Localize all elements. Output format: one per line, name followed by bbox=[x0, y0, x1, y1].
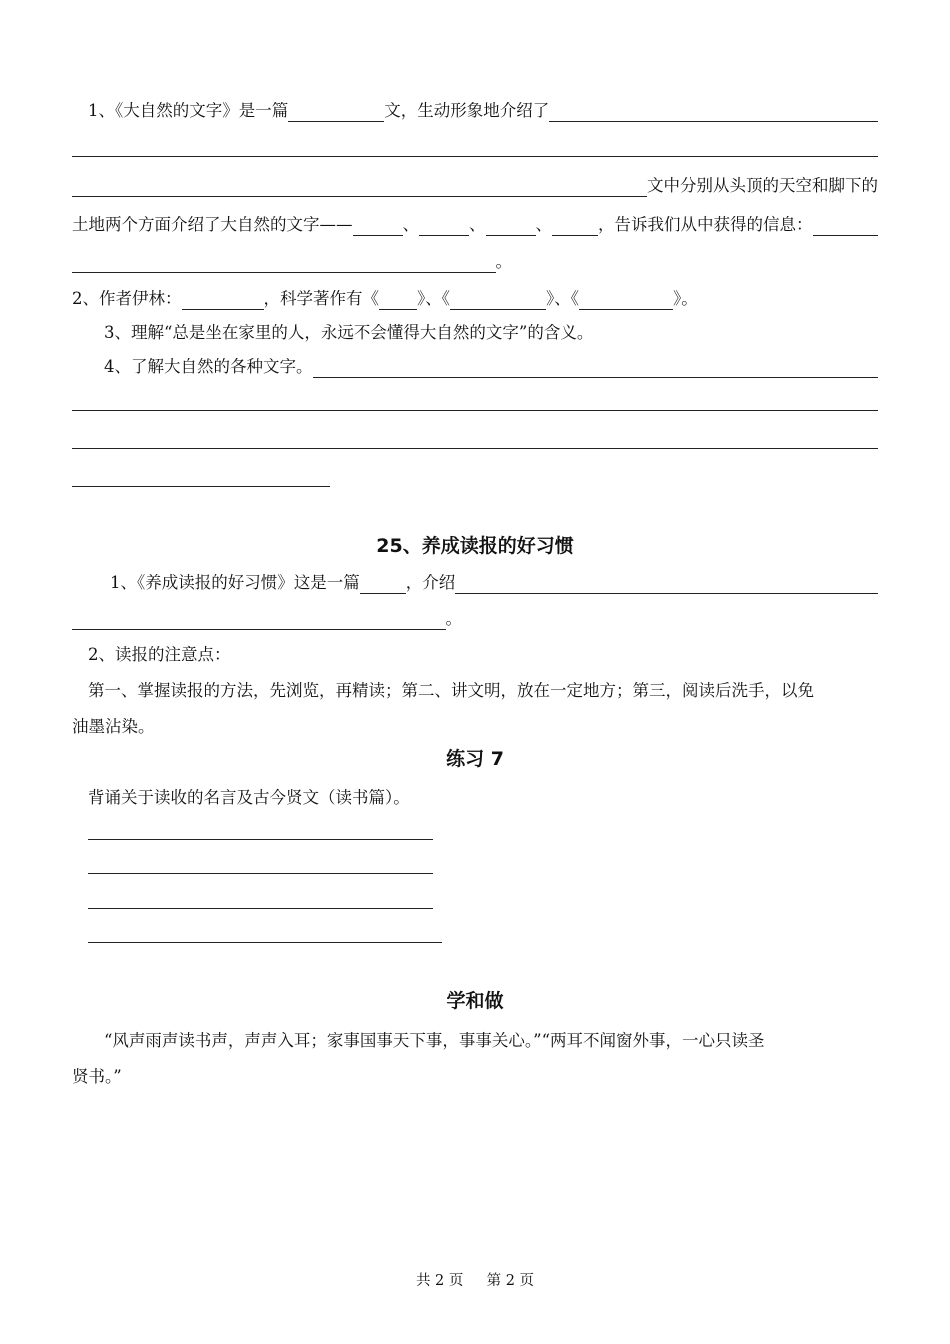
practice-instruction: 背诵关于读收的名言及古今贤文（读书篇）。 bbox=[88, 788, 410, 807]
s25-q2-body-line1: 第一、掌握读报的方法，先浏览，再精读；第二、讲文明，放在一定地方；第三，阅读后洗手，以免 bbox=[88, 681, 814, 700]
s24-q2-close2: 》、《 bbox=[546, 289, 579, 308]
s24-q4-blank-c[interactable] bbox=[72, 448, 878, 449]
s24-q2-blank-author[interactable] bbox=[182, 292, 264, 310]
s24-q1-blank-word4[interactable] bbox=[552, 218, 598, 236]
s24-q1-blank-word2[interactable] bbox=[419, 218, 469, 236]
s25-q1-line2 bbox=[72, 608, 462, 630]
practice-blank-3[interactable] bbox=[88, 908, 433, 909]
s24-q2-close1: 》、《 bbox=[417, 289, 450, 308]
s24-q2-mid: ，科学著作有《 bbox=[263, 289, 379, 308]
page-footer bbox=[0, 1269, 950, 1290]
practice-blank-1[interactable] bbox=[88, 839, 433, 840]
footer-total-pages: 共 2 页 bbox=[415, 1273, 464, 1289]
s24-q4-blank-d[interactable] bbox=[72, 486, 330, 487]
s24-q1-blank-intro-b[interactable] bbox=[72, 156, 878, 157]
s24-q4-line bbox=[104, 356, 878, 378]
s24-q1-blank-word3[interactable] bbox=[486, 218, 536, 236]
s24-q1-line4-text: 土地两个方面介绍了大自然的文字—— bbox=[72, 215, 353, 234]
practice-blank-2[interactable] bbox=[88, 873, 433, 874]
s24-q2-blank-book1[interactable] bbox=[379, 292, 417, 310]
s24-q1-prefix: 1、《大自然的文字》是一篇 bbox=[88, 101, 289, 120]
s24-q1-line3 bbox=[72, 175, 878, 197]
practice-title: 练习 7 bbox=[446, 748, 504, 770]
s24-q4-blank-a[interactable] bbox=[313, 360, 879, 378]
s24-q2-line bbox=[72, 288, 878, 310]
s25-q2-body-line2: 油墨沾染。 bbox=[72, 717, 155, 736]
s24-q4-text: 4、了解大自然的各种文字。 bbox=[104, 357, 313, 376]
s25-q1-mid: ，介绍 bbox=[405, 573, 456, 592]
s24-q1-line4-tail: ，告诉我们从中获得的信息： bbox=[598, 215, 813, 234]
learn-line1: “风声雨声读书声，声声入耳；家事国事天下事，事事关心。”“两耳不闻窗外事，一心只读圣 bbox=[104, 1031, 765, 1050]
s24-q1-blank-intro-a[interactable] bbox=[549, 104, 878, 122]
s24-q1-blank-intro-c[interactable] bbox=[72, 179, 647, 197]
s24-q2-blank-book2[interactable] bbox=[450, 292, 546, 310]
s24-q1-end: 。 bbox=[495, 252, 512, 271]
s24-q2-close3: 》。 bbox=[673, 289, 698, 308]
footer-current-page: 第 2 页 bbox=[486, 1273, 535, 1289]
s24-q2-prefix: 2、作者伊林： bbox=[72, 289, 182, 308]
learn-line2: 贤书。” bbox=[72, 1067, 122, 1086]
s25-q2: 2、读报的注意点： bbox=[88, 645, 231, 664]
s24-q1-line5 bbox=[72, 251, 512, 273]
s24-q1-blank-info-b[interactable] bbox=[72, 255, 496, 273]
learn-title: 学和做 bbox=[446, 990, 504, 1012]
s24-q1-line3-text: 文中分别从头顶的天空和脚下的 bbox=[647, 176, 878, 195]
s25-q1-end: 。 bbox=[445, 609, 462, 628]
s24-q3: 3、理解“总是坐在家里的人，永远不会懂得大自然的文字”的含义。 bbox=[104, 323, 594, 342]
s24-q1-blank-word1[interactable] bbox=[353, 218, 403, 236]
s24-q4-blank-b[interactable] bbox=[72, 410, 878, 411]
practice-blank-4[interactable] bbox=[88, 942, 442, 943]
s24-q1-blank-genre[interactable] bbox=[288, 104, 384, 122]
s24-q1-mid: 文，生动形象地介绍了 bbox=[384, 101, 550, 120]
s24-q2-blank-book3[interactable] bbox=[579, 292, 673, 310]
sep: 、 bbox=[402, 215, 419, 234]
sep: 、 bbox=[535, 215, 552, 234]
s25-title: 25、养成读报的好习惯 bbox=[376, 535, 574, 557]
s24-q1-line1 bbox=[88, 100, 878, 122]
s25-q1-blank-intro-b[interactable] bbox=[72, 612, 446, 630]
s24-q1-line4 bbox=[72, 214, 878, 236]
s25-q1-prefix: 1、《养成读报的好习惯》这是一篇 bbox=[110, 573, 360, 592]
s25-q1-blank-genre[interactable] bbox=[360, 576, 406, 594]
s25-q1-line1 bbox=[110, 572, 878, 594]
sep: 、 bbox=[469, 215, 486, 234]
s25-q1-blank-intro-a[interactable] bbox=[455, 576, 878, 594]
s24-q1-blank-info-a[interactable] bbox=[813, 218, 879, 236]
